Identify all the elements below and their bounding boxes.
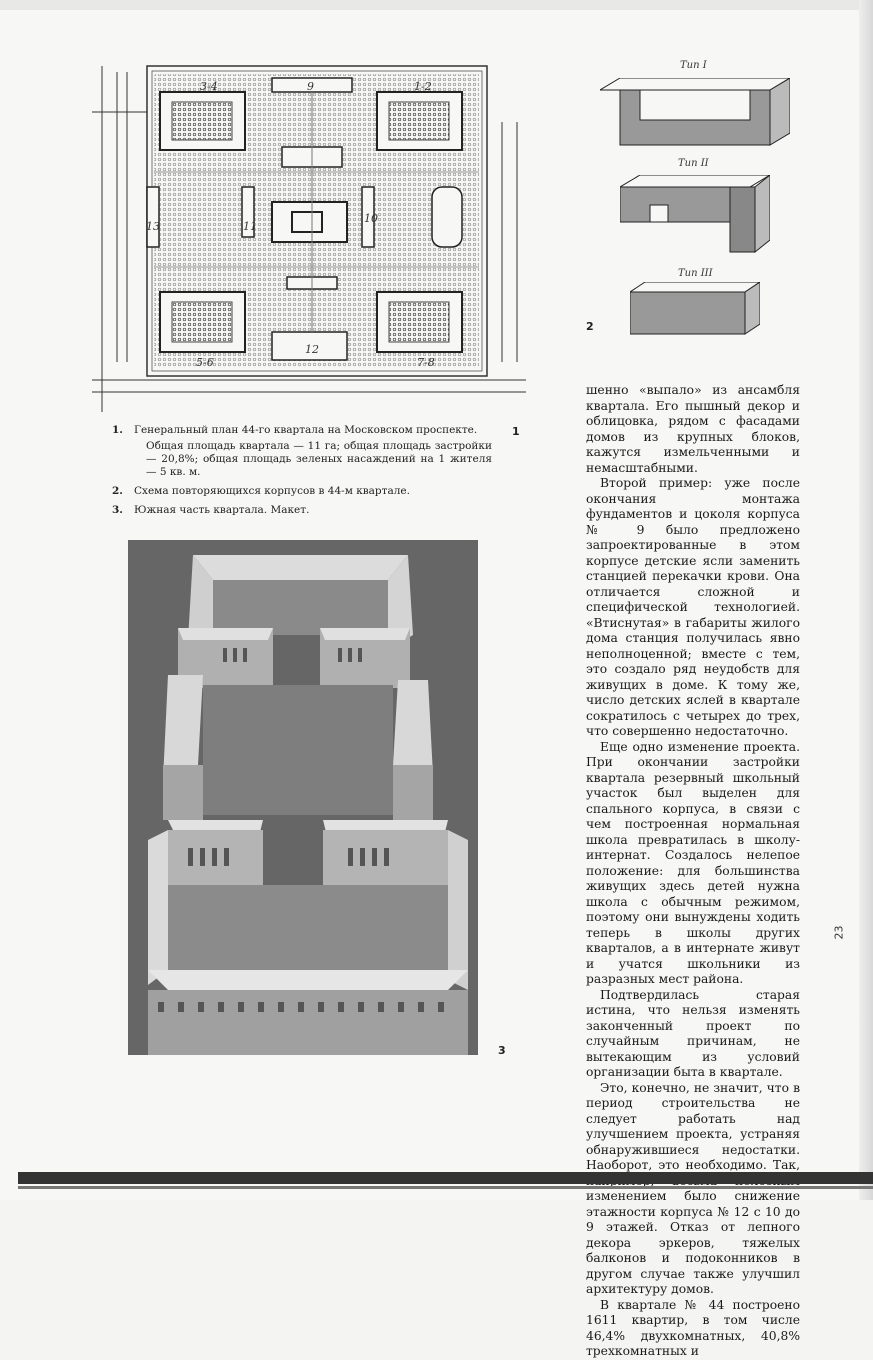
scan-edge xyxy=(0,0,873,10)
model-photo-image xyxy=(128,540,478,1055)
caption-text: Схема повторяющихся корпусов в 44-м квартале. xyxy=(134,485,410,497)
scan-bottom-edge xyxy=(18,1186,873,1189)
block-label: 1-2 xyxy=(414,80,432,93)
figure-captions xyxy=(112,424,492,523)
type-label: Тип II xyxy=(678,158,709,169)
paragraph: Это, конечно, не значит, что в период строительства не следует работать над улучшением проекта, устраняя обнаружившиеся недостатки. Наоборот, это необходимо. Так, изменением было снижение этажности корпуса № 12 с 10 до 9 этажей. Отказ от лепного декора эркеров, тяжелых балконов и подоконников в другом случае также улучшил архитектуру домов. xyxy=(586,1080,800,1296)
scan-bottom-edge xyxy=(18,1172,873,1184)
block-label: 7-8 xyxy=(417,356,435,369)
caption-item xyxy=(112,424,492,479)
page-number: 23 xyxy=(832,925,846,940)
type-label: Тип I xyxy=(680,60,707,71)
type-2-drawing xyxy=(620,175,770,255)
building-types-figure xyxy=(590,60,790,340)
caption-number: 3. xyxy=(112,504,123,516)
paragraph: Второй пример: уже после окончания монтажа фундаментов и цоколя корпуса № 9 было предложено запроектированные в этом корпусе детские ясли заменить станцией перекачки крови. Она отличается сложной и специфической технологией. «Втиснутая» в габариты жилого дома станция получилась явно неполноценной; вместе с тем, это создало ряд неудобств для живущих в доме. К тому же, число детских яслей в квартале сократилось с четырех до трех, что совершенно недостаточно. xyxy=(586,476,800,738)
block-label: 3-4 xyxy=(200,80,218,93)
caption-item xyxy=(112,504,492,517)
caption-number: 2. xyxy=(112,485,123,497)
block-label: 9 xyxy=(307,80,314,93)
site-plan-figure xyxy=(92,62,526,412)
caption-text: Генеральный план 44-го квартала на Московском проспекте. xyxy=(134,424,478,436)
caption-text: Южная часть квартала. Макет. xyxy=(134,504,310,516)
figure-number: 1 xyxy=(512,425,520,438)
caption-number: 1. xyxy=(112,424,123,436)
paragraph: шенно «выпало» из ансамбля квартала. Его пышный декор и облицовка, рядом с фасадами домов из крупных блоков, кажутся измельченными и немасштабными. xyxy=(586,383,800,475)
site-plan-drawing xyxy=(92,62,526,412)
block-label: 5-6 xyxy=(196,356,214,369)
figure-number: 3 xyxy=(498,1044,506,1057)
paragraph: Еще одно изменение проекта. При окончании застройки квартала резервный школьный участок был выделен для спального корпуса, в связи с чем построенная нормальная школа превратилась в школу-интернат. Создалось нелепое положение: для большинства живущих здесь детей нужна школа с обычным режимом, поэтому они вынуждены ходить теперь в школы других кварталов, а в интернате живут и учатся школьники из разразных мест района. xyxy=(586,739,800,986)
block-label: 10 xyxy=(364,212,378,225)
paragraph: Подтвердилась старая истина, что нельзя изменять законченный проект по случайным причинам, не вытекающим из условий организации быта в квартале. xyxy=(586,987,800,1079)
paragraph: В квартале № 44 построено 1611 квартир, в том числе 46,4% двухкомнатных, 40,8% трехкомнатных и xyxy=(586,1297,800,1358)
caption-item xyxy=(112,485,492,498)
model-photograph xyxy=(128,540,478,1055)
block-label: 11 xyxy=(243,220,257,233)
figure-number: 2 xyxy=(586,320,594,333)
caption-subtext: Общая площадь квартала — 11 га; общая площадь застройки — 20,8%; общая площадь зеленых насаждений на 1 жителя — 5 кв. м. xyxy=(146,440,492,478)
block-label: 12 xyxy=(305,343,319,356)
block-label: 13 xyxy=(146,220,160,233)
type-label: Тип III xyxy=(678,268,713,279)
article-text xyxy=(586,383,800,1360)
type-3-drawing xyxy=(630,282,760,337)
scan-edge xyxy=(859,0,873,1200)
type-1-drawing xyxy=(600,78,790,153)
